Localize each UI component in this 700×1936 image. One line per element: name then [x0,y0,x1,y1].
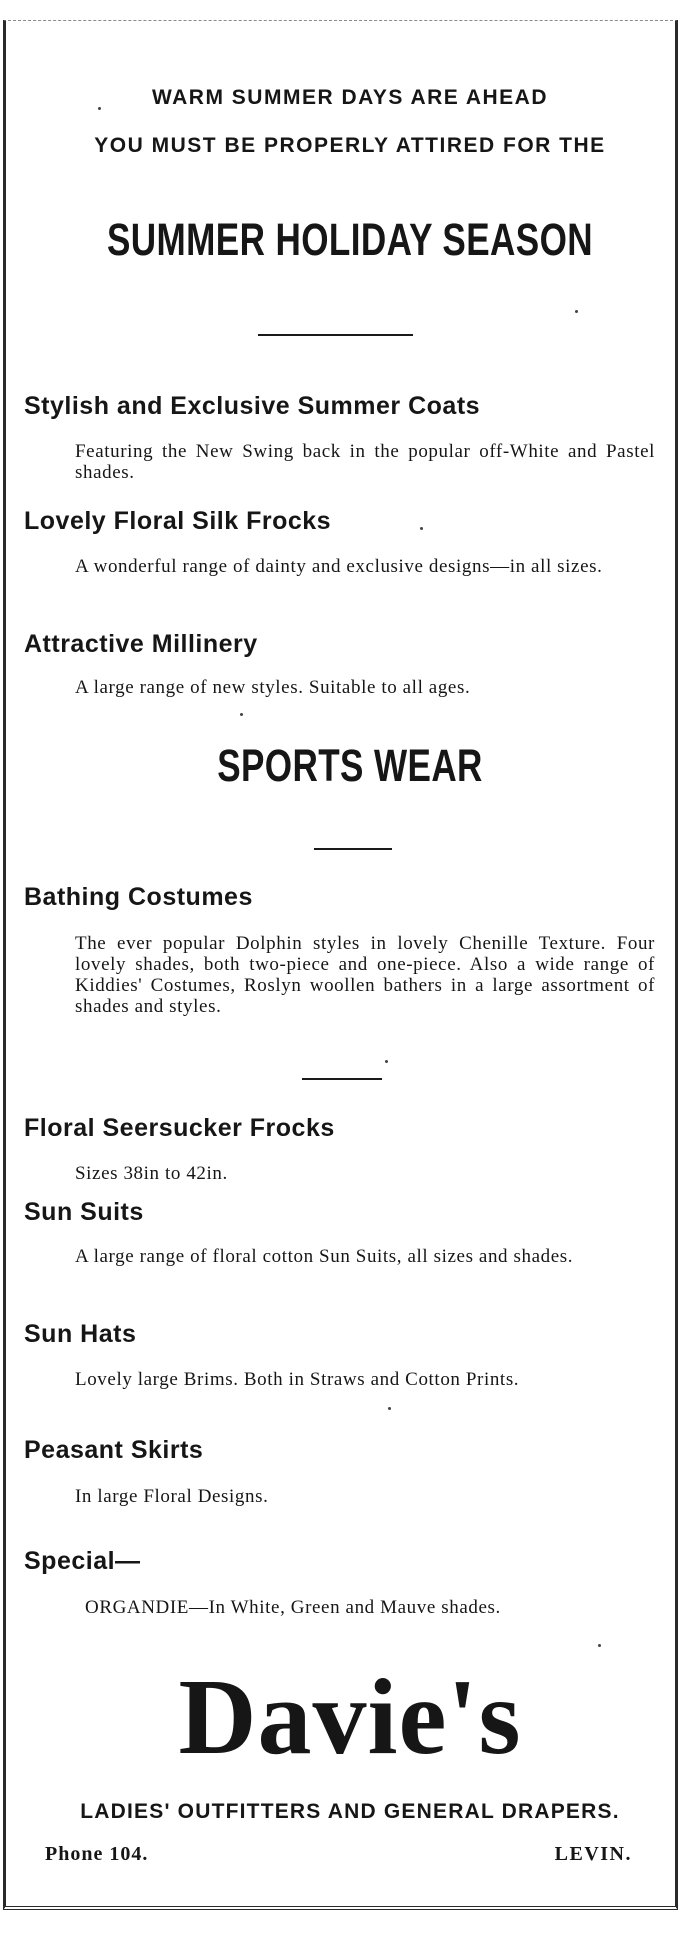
town-name: LEVIN. [554,1843,632,1865]
item-text-sun-suits: A large range of floral cotton Sun Suits, all sizes and shades. [75,1246,574,1267]
sports-wear-heading: SPORTS WEAR [217,740,483,791]
intro-line-2: YOU MUST BE PROPERLY ATTIRED FOR THE [94,134,606,157]
item-heading-peasant-skirts: Peasant Skirts [24,1436,204,1464]
print-speck [388,1407,391,1410]
item-text-peasant-skirts: In large Floral Designs. [75,1486,269,1507]
tagline: LADIES' OUTFITTERS AND GENERAL DRAPERS. [80,1800,620,1823]
store-name: Davie's [178,1658,522,1777]
print-speck [98,107,101,110]
item-heading-millinery: Attractive Millinery [24,630,258,658]
divider-rule [314,848,392,850]
print-speck [385,1060,388,1063]
item-text-millinery: A large range of new styles. Suitable to all ages. [75,677,471,698]
item-text-special: ORGANDIE—In White, Green and Mauve shades. [85,1597,501,1618]
item-heading-silk-frocks: Lovely Floral Silk Frocks [24,507,332,535]
phone-number: Phone 104. [45,1843,149,1865]
print-speck [598,1644,601,1647]
item-heading-special: Special— [24,1547,141,1575]
intro-line-1: WARM SUMMER DAYS ARE AHEAD [151,86,549,109]
item-text-summer-coats: Featuring the New Swing back in the popular off-White and Pastel shades. [75,441,655,483]
item-text-sun-hats: Lovely large Brims. Both in Straws and Cotton Prints. [75,1369,520,1390]
item-heading-seersucker: Floral Seersucker Frocks [24,1114,335,1142]
item-heading-sun-suits: Sun Suits [24,1198,144,1226]
print-speck [420,527,423,530]
item-heading-sun-hats: Sun Hats [24,1320,137,1348]
item-text-silk-frocks: A wonderful range of dainty and exclusive designs—in all sizes. [75,556,603,577]
item-heading-summer-coats: Stylish and Exclusive Summer Coats [24,392,481,420]
item-text-seersucker: Sizes 38in to 42in. [75,1163,228,1184]
item-heading-bathing: Bathing Costumes [24,883,253,911]
divider-rule [302,1078,382,1080]
headline: SUMMER HOLIDAY SEASON [106,214,594,265]
print-speck [240,713,243,716]
divider-rule [258,334,413,336]
print-speck [575,310,578,313]
item-text-bathing: The ever popular Dolphin styles in lovely Chenille Texture. Four lovely shades, both two-piece and one-piece. Also a wide range of Kiddies' Costumes, Roslyn woollen bathers in a large assortment of shades and styles. [75,933,655,1017]
